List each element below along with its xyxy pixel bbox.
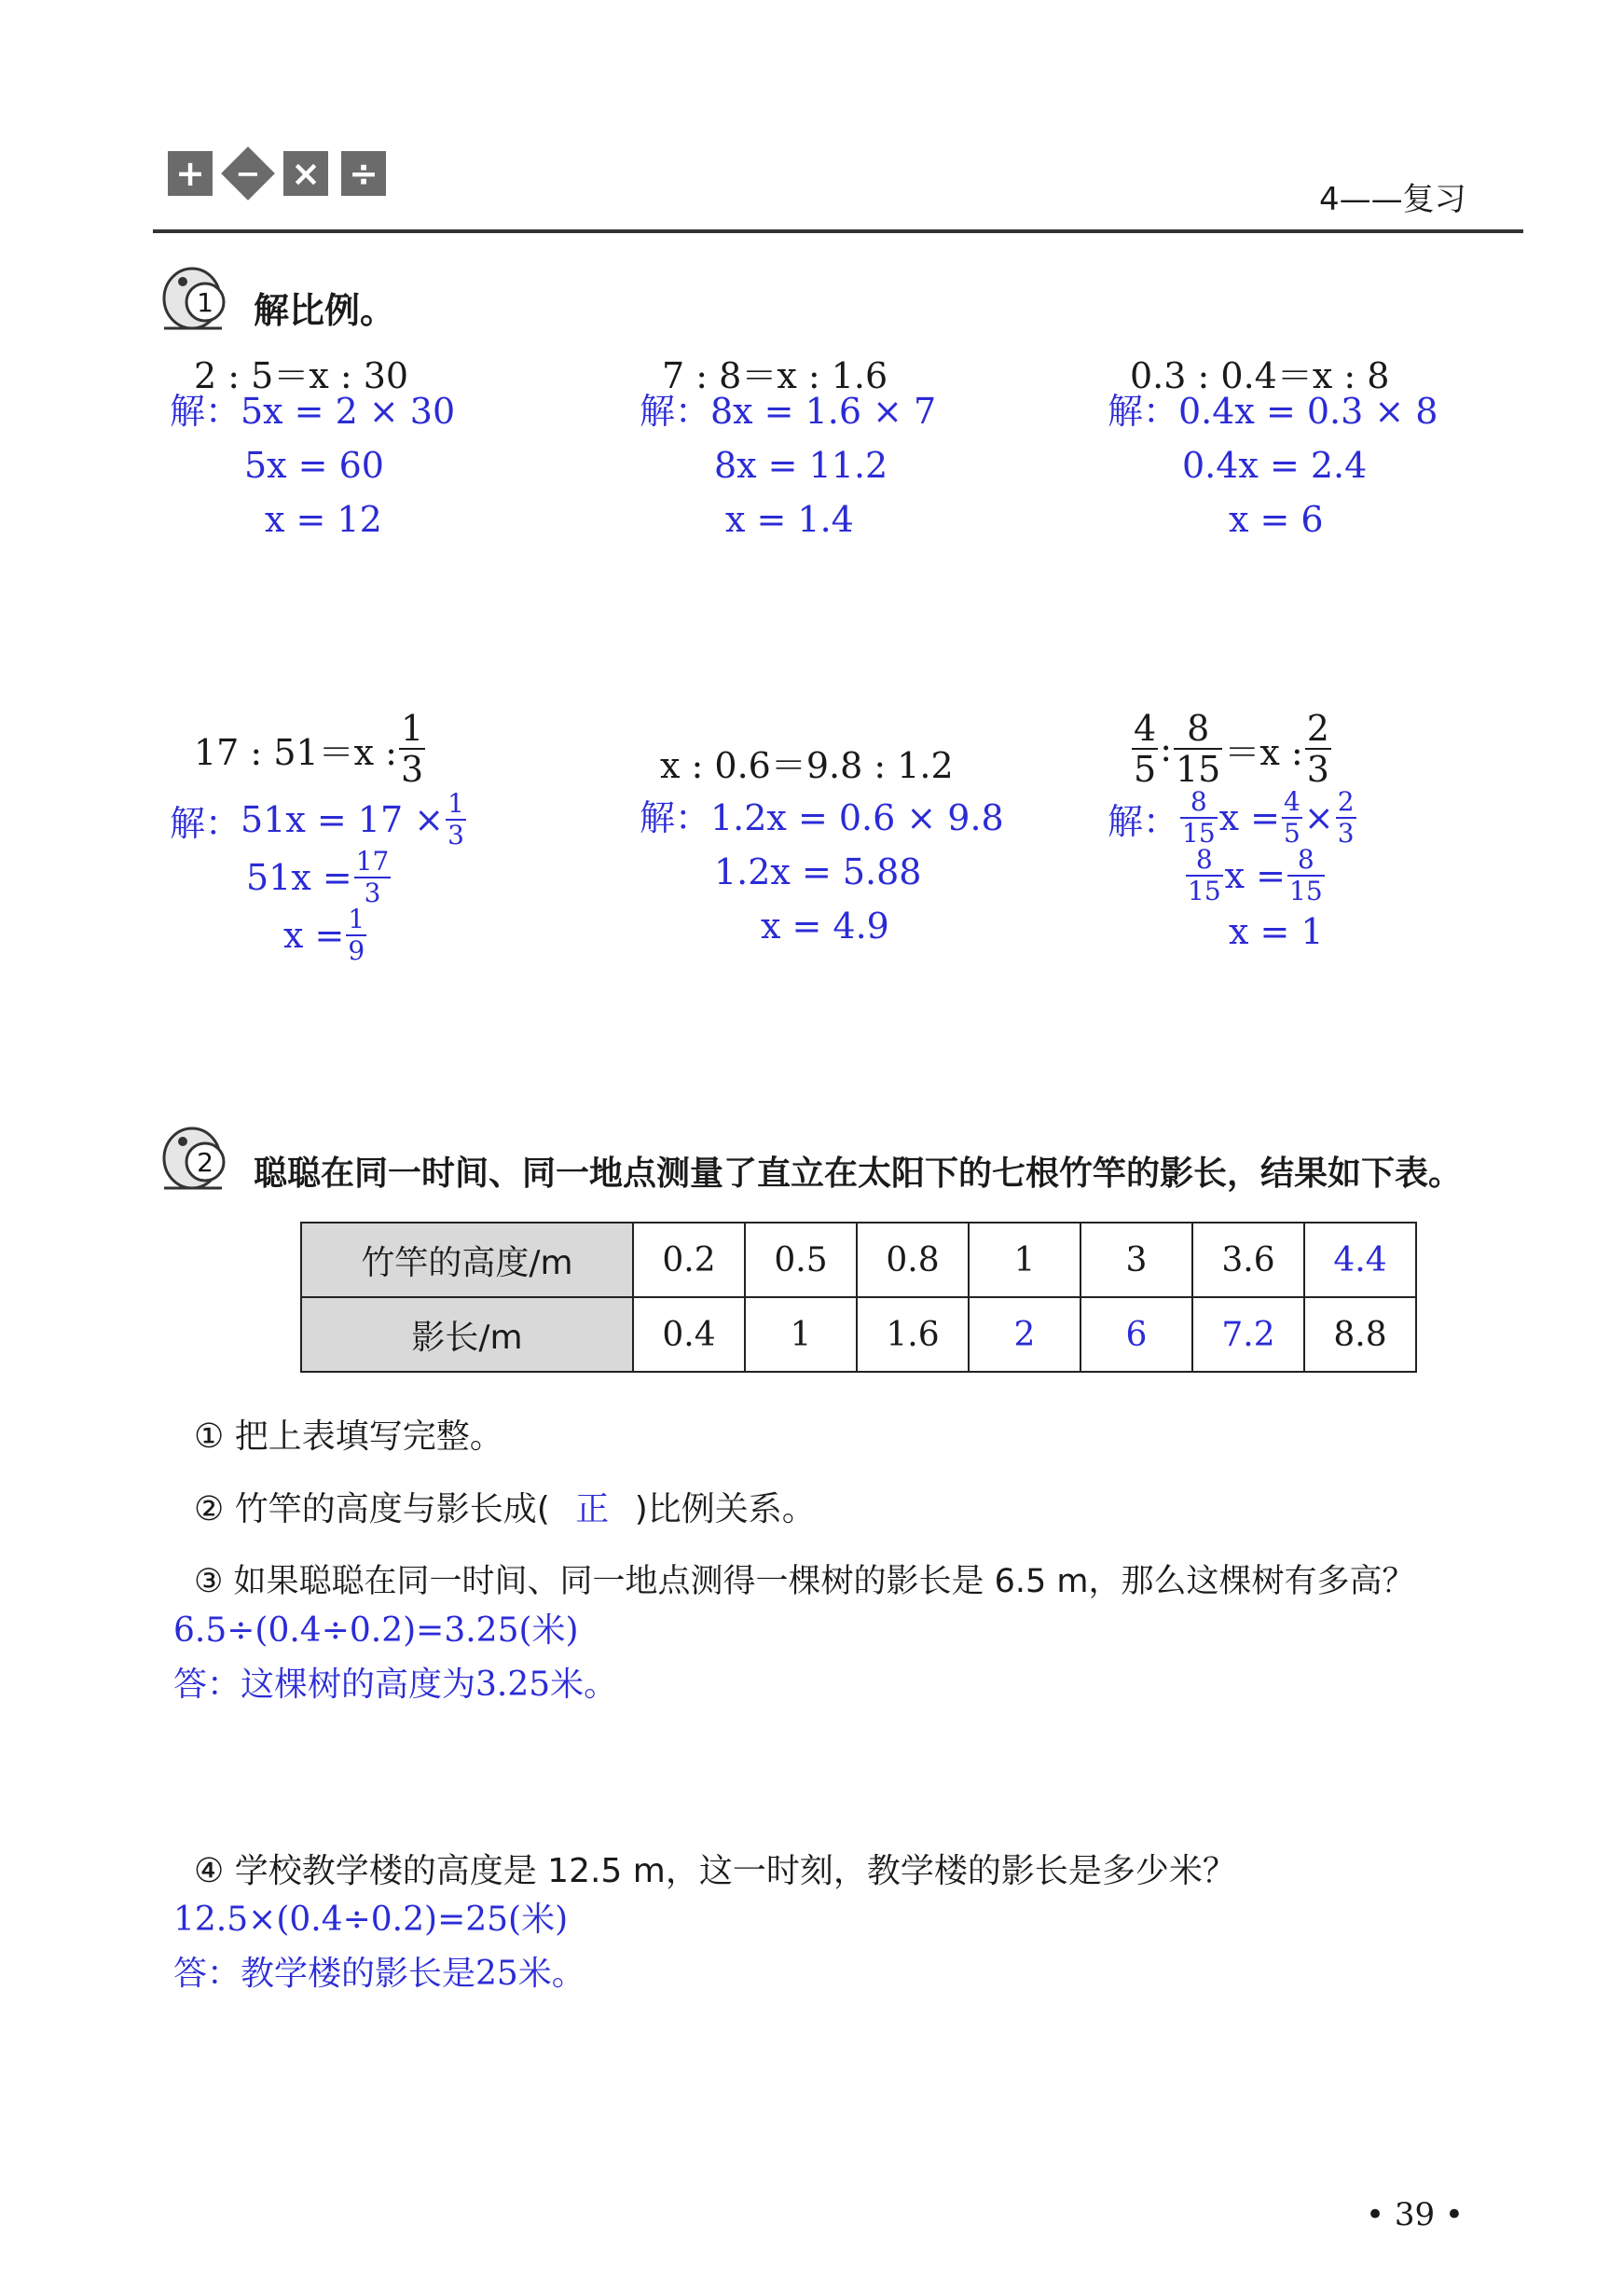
divide-icon: ÷: [341, 151, 386, 196]
question-2-heading: 聪聪在同一时间、同一地点测量了直立在太阳下的七根竹竿的影长，结果如下表。: [254, 1154, 1463, 1193]
table-cell: 0.8: [857, 1223, 969, 1297]
plus-icon: +: [168, 151, 213, 196]
fraction: $\frac{2}{3}$: [1337, 786, 1355, 849]
solution-line: x = 6: [1229, 499, 1324, 540]
sub-question-4-answer: 答：教学楼的影长是25米。: [173, 1955, 585, 1993]
problem-6-solution: [1108, 786, 1358, 959]
table-cell: 0.2: [633, 1223, 745, 1297]
fraction: $\frac{1}{9}$: [348, 904, 365, 966]
fraction: $\frac{8}{15}$: [1188, 844, 1221, 906]
fraction: $\frac{4}{5}$: [1134, 708, 1157, 790]
solution-line: x = 1.4: [725, 499, 854, 540]
fraction: $\frac{1}{3}$: [447, 788, 464, 850]
bird-icon: [157, 1119, 231, 1194]
table-cell: 1: [745, 1297, 857, 1372]
bird-icon: [157, 259, 231, 334]
row-header: 影长/m: [301, 1297, 633, 1372]
solution-line: 解：5x = 2 × 30: [170, 391, 456, 432]
table-row: [301, 1223, 1416, 1297]
fraction: $\frac{2}{3}$: [1306, 708, 1329, 790]
sub-question-4: ④ 学校教学楼的高度是 12.5 m，这一时刻，教学楼的影长是多少米？: [194, 1852, 1236, 1890]
table-cell: 1: [969, 1223, 1080, 1297]
problem-5-prompt: x : 0.6＝9.8 : 1.2: [660, 745, 954, 786]
solution-line: x = 4.9: [761, 906, 889, 947]
sub-question-2-answer: 正: [575, 1490, 610, 1528]
sub-question-4-calc: 12.5×(0.4÷0.2)=25(米): [173, 1901, 569, 1939]
solution-line: x = $\frac{1}{9}$: [283, 904, 365, 966]
question-2-marker: [157, 1119, 231, 1194]
solution-line: 解：8x = 1.6 × 7: [640, 391, 937, 432]
fraction: $\frac{17}{3}$: [355, 846, 390, 908]
table-cell: 0.4: [633, 1297, 745, 1372]
sub-question-3-calc: 6.5÷(0.4÷0.2)=3.25(米): [173, 1611, 579, 1650]
problem-3-solution: [1108, 384, 1438, 546]
table-cell-answer: 7.2: [1192, 1297, 1304, 1372]
sub-question-3: ③ 如果聪聪在同一时间、同一地点测得一棵树的影长是 6.5 m，那么这棵树有多高？: [194, 1563, 1415, 1600]
fraction: $\frac{8}{15}$: [1289, 844, 1323, 906]
sub-question-3-answer: 答：这棵树的高度为3.25米。: [173, 1666, 618, 1704]
times-icon: ×: [283, 151, 328, 196]
svg-text:1: 1: [197, 287, 213, 318]
problem-1-solution: [170, 384, 455, 546]
solution-line: x = 1: [1229, 911, 1324, 952]
problem-4-solution: [170, 788, 468, 966]
row-header: 竹竿的高度/m: [301, 1223, 633, 1297]
table-cell: 8.8: [1304, 1297, 1416, 1372]
problem-2-solution: [640, 384, 936, 546]
solution-line: 8x = 11.2: [714, 445, 888, 486]
problem-2-prompt: 7 : 8＝x : 1.6: [662, 355, 888, 396]
table-cell: 3.6: [1192, 1223, 1304, 1297]
page-number: • 39 •: [1366, 2196, 1464, 2233]
prompt-text: 17 : 51＝x :: [194, 731, 397, 773]
table-cell-answer: 4.4: [1304, 1223, 1416, 1297]
fraction: $\frac{8}{15}$: [1176, 708, 1221, 790]
solution-line: 0.4x = 2.4: [1182, 445, 1368, 486]
table-cell: 0.5: [745, 1223, 857, 1297]
solution-line: x = 12: [265, 499, 382, 540]
table-cell: 1.6: [857, 1297, 969, 1372]
solution-line: 51x = $\frac{17}{3}$: [246, 846, 390, 908]
table-cell: 3: [1080, 1223, 1192, 1297]
problem-3-prompt: 0.3 : 0.4＝x : 8: [1130, 355, 1390, 396]
problem-4-prompt: [194, 708, 427, 790]
table-row: [301, 1297, 1416, 1372]
solution-line: 解：0.4x = 0.3 × 8: [1108, 391, 1438, 432]
fraction: $\frac{8}{15}$: [1182, 786, 1216, 849]
fraction: $\frac{4}{5}$: [1284, 786, 1301, 849]
table-cell-answer: 2: [969, 1297, 1080, 1372]
problem-6-prompt: $\frac{4}{5}$ : $\frac{8}{15}$ ＝x : $\frac{2}{3}$: [1134, 708, 1329, 790]
header-operation-icons: [168, 151, 386, 196]
solution-line: 解： $\frac{8}{15}$ x = $\frac{4}{5}$ × $\frac{2}{3}$: [1108, 786, 1355, 849]
sub-question-2: ② 竹竿的高度与影长成( 正 )比例关系。: [194, 1490, 816, 1528]
svg-text:2: 2: [197, 1147, 213, 1178]
minus-icon: −: [221, 146, 275, 200]
section-title: 4——复习: [1319, 181, 1466, 218]
question-1-heading: 解比例。: [254, 290, 396, 331]
solution-line: 5x = 60: [244, 445, 384, 486]
sub-question-1: ① 把上表填写完整。: [194, 1417, 503, 1456]
shadow-length-table: [300, 1222, 1417, 1373]
fraction: $\frac{1}{3}$: [400, 708, 424, 790]
solution-line: 1.2x = 5.88: [714, 851, 922, 892]
table-cell-answer: 6: [1080, 1297, 1192, 1372]
header-divider: [153, 229, 1523, 233]
solution-line: 解： 51x = 17 × $\frac{1}{3}$: [170, 788, 464, 850]
problem-1-prompt: 2 : 5＝x : 30: [194, 355, 409, 396]
solution-line: $\frac{8}{15}$ x = $\frac{8}{15}$: [1188, 844, 1323, 906]
solution-line: 解：1.2x = 0.6 × 9.8: [640, 797, 1004, 838]
problem-5-solution: [640, 791, 1004, 953]
question-1-marker: [157, 259, 231, 334]
